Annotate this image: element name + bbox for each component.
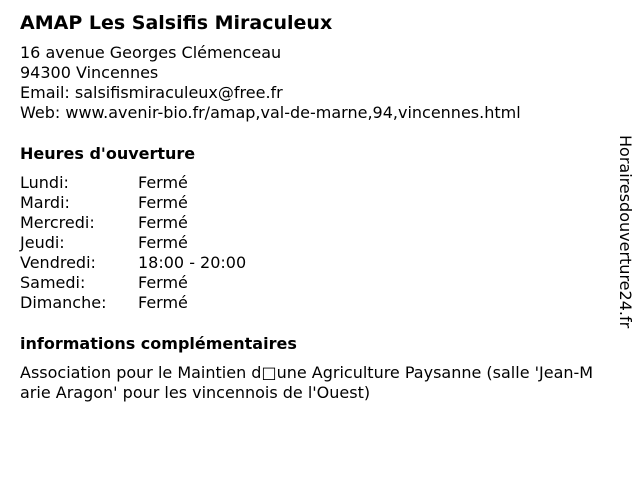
email-line: Email: salsifismiraculeux@free.fr <box>20 83 283 102</box>
info-heading: informations complémentaires <box>20 334 297 353</box>
hours-row-monday <box>20 173 600 193</box>
hours-day-label: Lundi: <box>20 173 69 192</box>
hours-row-wednesday <box>20 213 600 233</box>
address-line-2: 94300 Vincennes <box>20 63 159 82</box>
hours-day-value: Fermé <box>138 213 188 232</box>
hours-day-label: Jeudi: <box>20 233 65 252</box>
side-brand-watermark <box>610 135 640 375</box>
business-name: AMAP Les Salsifis Miraculeux <box>20 12 333 34</box>
hours-day-label: Samedi: <box>20 273 86 292</box>
hours-day-value: 18:00 - 20:00 <box>138 253 247 272</box>
hours-day-label: Mercredi: <box>20 213 95 232</box>
hours-row-friday <box>20 253 600 273</box>
hours-row-tuesday <box>20 193 600 213</box>
hours-day-value: Fermé <box>138 173 188 192</box>
side-brand-text: Horairesdouverture24.fr <box>616 135 635 329</box>
hours-day-value: Fermé <box>138 293 188 312</box>
hours-day-value: Fermé <box>138 273 188 292</box>
hours-row-saturday <box>20 273 600 293</box>
hours-day-value: Fermé <box>138 233 188 252</box>
hours-day-value: Fermé <box>138 193 188 212</box>
hours-row-sunday <box>20 293 600 313</box>
info-text: Association pour le Maintien d□une Agriculture Paysanne (salle 'Jean-Marie Aragon' pour les vincennois de l'Ouest) <box>20 363 594 402</box>
hours-day-label: Vendredi: <box>20 253 96 272</box>
hours-list <box>20 173 600 313</box>
hours-day-label: Dimanche: <box>20 293 107 312</box>
address-line-1: 16 avenue Georges Clémenceau <box>20 43 282 62</box>
hours-day-label: Mardi: <box>20 193 70 212</box>
hours-row-thursday <box>20 233 600 253</box>
business-card <box>20 10 600 403</box>
hours-heading: Heures d'ouverture <box>20 144 196 163</box>
web-line: Web: www.avenir-bio.fr/amap,val-de-marne,94,vincennes.html <box>20 103 521 122</box>
